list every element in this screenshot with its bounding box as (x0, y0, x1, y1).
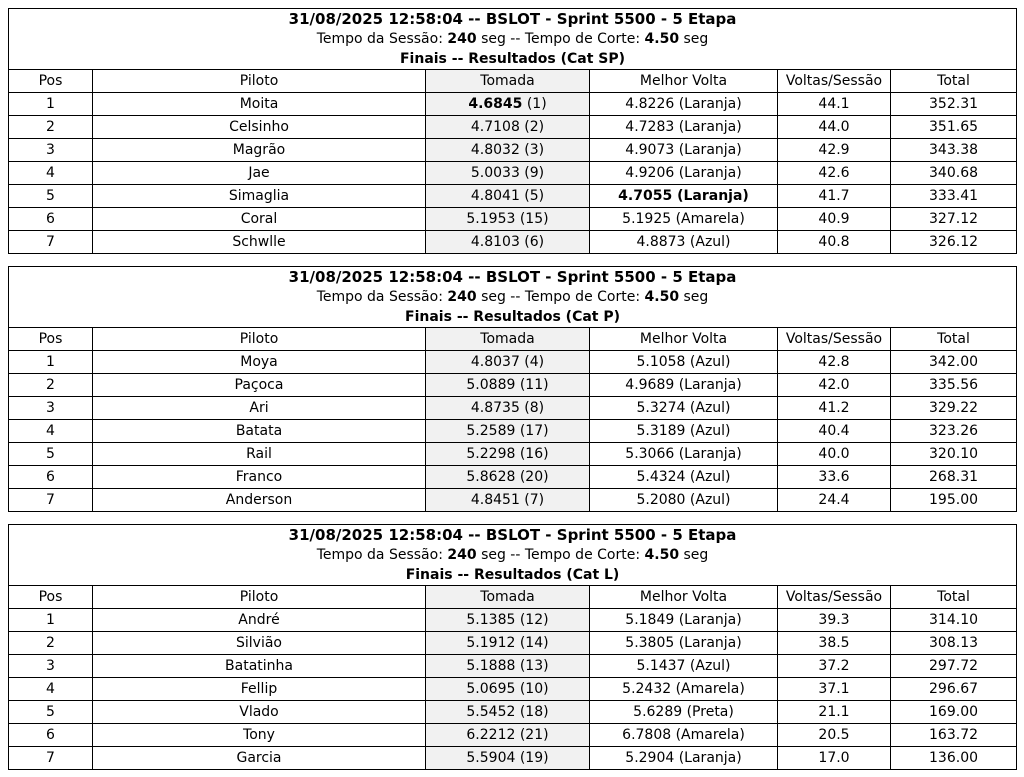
pos-cell: 6 (9, 724, 93, 747)
col-total: Total (891, 70, 1017, 93)
melhor-volta-cell: 4.8226 (Laranja) (590, 93, 778, 116)
melhor-volta-cell: 4.9206 (Laranja) (590, 162, 778, 185)
total-cell: 268.31 (891, 466, 1017, 489)
melhor-volta-cell: 5.2432 (Amarela) (590, 678, 778, 701)
pos-cell: 3 (9, 655, 93, 678)
tomada-cell: 4.8032 (3) (426, 139, 590, 162)
melhor-volta-cell: 4.7055 (Laranja) (590, 185, 778, 208)
voltas-cell: 38.5 (778, 632, 891, 655)
piloto-cell: Coral (93, 208, 426, 231)
voltas-cell: 41.2 (778, 397, 891, 420)
melhor-volta-cell: 5.3189 (Azul) (590, 420, 778, 443)
col-total: Total (891, 586, 1017, 609)
table-row (9, 443, 1017, 466)
tomada-cell: 5.1385 (12) (426, 609, 590, 632)
piloto-cell: Jae (93, 162, 426, 185)
tomada-cell: 5.2589 (17) (426, 420, 590, 443)
pos-cell: 2 (9, 116, 93, 139)
total-cell: 343.38 (891, 139, 1017, 162)
voltas-cell: 44.1 (778, 93, 891, 116)
tomada-cell: 4.8041 (5) (426, 185, 590, 208)
total-cell: 320.10 (891, 443, 1017, 466)
total-cell: 326.12 (891, 231, 1017, 254)
pos-cell: 4 (9, 678, 93, 701)
column-headers (9, 70, 1017, 93)
pos-cell: 3 (9, 397, 93, 420)
total-cell: 169.00 (891, 701, 1017, 724)
total-cell: 136.00 (891, 747, 1017, 770)
total-cell: 308.13 (891, 632, 1017, 655)
pos-cell: 1 (9, 93, 93, 116)
pos-cell: 1 (9, 351, 93, 374)
race-title: 31/08/2025 12:58:04 -- BSLOT - Sprint 5500 - 5 Etapa (288, 526, 737, 544)
col-piloto: Piloto (93, 586, 426, 609)
pos-cell: 2 (9, 632, 93, 655)
voltas-cell: 42.6 (778, 162, 891, 185)
voltas-cell: 24.4 (778, 489, 891, 512)
voltas-cell: 37.2 (778, 655, 891, 678)
col-pos: Pos (9, 70, 93, 93)
total-cell: 327.12 (891, 208, 1017, 231)
voltas-cell: 41.7 (778, 185, 891, 208)
piloto-cell: Rail (93, 443, 426, 466)
melhor-volta-cell: 5.6289 (Preta) (590, 701, 778, 724)
tomada-cell: 5.0889 (11) (426, 374, 590, 397)
total-cell: 297.72 (891, 655, 1017, 678)
piloto-cell: Magrão (93, 139, 426, 162)
pos-cell: 2 (9, 374, 93, 397)
piloto-cell: Ari (93, 397, 426, 420)
race-title: 31/08/2025 12:58:04 -- BSLOT - Sprint 5500 - 5 Etapa (288, 10, 737, 28)
pos-cell: 5 (9, 443, 93, 466)
piloto-cell: Simaglia (93, 185, 426, 208)
pos-cell: 7 (9, 231, 93, 254)
piloto-cell: Paçoca (93, 374, 426, 397)
piloto-cell: Silvião (93, 632, 426, 655)
table-row (9, 116, 1017, 139)
table-row (9, 185, 1017, 208)
col-piloto: Piloto (93, 328, 426, 351)
melhor-volta-cell: 5.4324 (Azul) (590, 466, 778, 489)
race-title: 31/08/2025 12:58:04 -- BSLOT - Sprint 5500 - 5 Etapa (288, 268, 737, 286)
piloto-cell: Celsinho (93, 116, 426, 139)
melhor-volta-cell: 6.7808 (Amarela) (590, 724, 778, 747)
piloto-cell: Batata (93, 420, 426, 443)
total-cell: 342.00 (891, 351, 1017, 374)
col-melhor-volta: Melhor Volta (590, 70, 778, 93)
tomada-cell: 5.1912 (14) (426, 632, 590, 655)
melhor-volta-cell: 4.7283 (Laranja) (590, 116, 778, 139)
col-voltas-sessao: Voltas/Sessão (778, 586, 891, 609)
piloto-cell: Franco (93, 466, 426, 489)
tomada-cell: 5.5452 (18) (426, 701, 590, 724)
total-cell: 351.65 (891, 116, 1017, 139)
col-voltas-sessao: Voltas/Sessão (778, 328, 891, 351)
melhor-volta-cell: 5.1058 (Azul) (590, 351, 778, 374)
total-cell: 195.00 (891, 489, 1017, 512)
column-headers (9, 586, 1017, 609)
table-header (9, 9, 1017, 70)
table-header (9, 525, 1017, 586)
col-voltas-sessao: Voltas/Sessão (778, 70, 891, 93)
piloto-cell: Moya (93, 351, 426, 374)
col-tomada: Tomada (426, 586, 590, 609)
melhor-volta-cell: 5.1925 (Amarela) (590, 208, 778, 231)
tomada-cell: 4.8103 (6) (426, 231, 590, 254)
pos-cell: 4 (9, 162, 93, 185)
piloto-cell: André (93, 609, 426, 632)
voltas-cell: 40.4 (778, 420, 891, 443)
voltas-cell: 37.1 (778, 678, 891, 701)
melhor-volta-cell: 5.2904 (Laranja) (590, 747, 778, 770)
voltas-cell: 39.3 (778, 609, 891, 632)
tomada-cell: 6.2212 (21) (426, 724, 590, 747)
tomada-cell: 4.7108 (2) (426, 116, 590, 139)
session-info: Tempo da Sessão: 240 seg -- Tempo de Corte: 4.50 seg (316, 31, 709, 47)
melhor-volta-cell: 5.1437 (Azul) (590, 655, 778, 678)
melhor-volta-cell: 4.8873 (Azul) (590, 231, 778, 254)
table-row (9, 162, 1017, 185)
piloto-cell: Schwlle (93, 231, 426, 254)
voltas-cell: 44.0 (778, 116, 891, 139)
session-info: Tempo da Sessão: 240 seg -- Tempo de Corte: 4.50 seg (316, 547, 709, 563)
melhor-volta-cell: 5.2080 (Azul) (590, 489, 778, 512)
tomada-cell: 5.0695 (10) (426, 678, 590, 701)
table-row (9, 747, 1017, 770)
column-headers (9, 328, 1017, 351)
melhor-volta-cell: 5.3274 (Azul) (590, 397, 778, 420)
results-table-cat-sp (8, 8, 1017, 254)
table-row (9, 374, 1017, 397)
total-cell: 333.41 (891, 185, 1017, 208)
table-row (9, 93, 1017, 116)
table-row (9, 489, 1017, 512)
total-cell: 323.26 (891, 420, 1017, 443)
voltas-cell: 40.0 (778, 443, 891, 466)
voltas-cell: 40.9 (778, 208, 891, 231)
piloto-cell: Tony (93, 724, 426, 747)
col-melhor-volta: Melhor Volta (590, 586, 778, 609)
table-header (9, 267, 1017, 328)
voltas-cell: 40.8 (778, 231, 891, 254)
piloto-cell: Fellip (93, 678, 426, 701)
pos-cell: 7 (9, 747, 93, 770)
total-cell: 163.72 (891, 724, 1017, 747)
table-row (9, 139, 1017, 162)
piloto-cell: Moita (93, 93, 426, 116)
table-row (9, 701, 1017, 724)
table-row (9, 351, 1017, 374)
tomada-cell: 5.8628 (20) (426, 466, 590, 489)
voltas-cell: 33.6 (778, 466, 891, 489)
pos-cell: 3 (9, 139, 93, 162)
col-tomada: Tomada (426, 328, 590, 351)
piloto-cell: Vlado (93, 701, 426, 724)
total-cell: 329.22 (891, 397, 1017, 420)
tomada-cell: 5.5904 (19) (426, 747, 590, 770)
piloto-cell: Batatinha (93, 655, 426, 678)
melhor-volta-cell: 5.1849 (Laranja) (590, 609, 778, 632)
col-melhor-volta: Melhor Volta (590, 328, 778, 351)
table-row (9, 466, 1017, 489)
results-subtitle: Finais -- Resultados (Cat L) (405, 567, 620, 583)
voltas-cell: 42.0 (778, 374, 891, 397)
results-subtitle: Finais -- Resultados (Cat P) (405, 309, 621, 325)
voltas-cell: 21.1 (778, 701, 891, 724)
tomada-cell: 4.8735 (8) (426, 397, 590, 420)
pos-cell: 4 (9, 420, 93, 443)
pos-cell: 6 (9, 466, 93, 489)
piloto-cell: Anderson (93, 489, 426, 512)
pos-cell: 5 (9, 701, 93, 724)
pos-cell: 6 (9, 208, 93, 231)
total-cell: 314.10 (891, 609, 1017, 632)
voltas-cell: 17.0 (778, 747, 891, 770)
results-table-cat-p (8, 266, 1017, 512)
results-subtitle: Finais -- Resultados (Cat SP) (399, 51, 626, 67)
total-cell: 296.67 (891, 678, 1017, 701)
voltas-cell: 20.5 (778, 724, 891, 747)
table-row (9, 208, 1017, 231)
tomada-cell: 5.1953 (15) (426, 208, 590, 231)
session-info: Tempo da Sessão: 240 seg -- Tempo de Corte: 4.50 seg (316, 289, 709, 305)
voltas-cell: 42.9 (778, 139, 891, 162)
melhor-volta-cell: 4.9073 (Laranja) (590, 139, 778, 162)
melhor-volta-cell: 5.3066 (Laranja) (590, 443, 778, 466)
table-row (9, 231, 1017, 254)
table-row (9, 724, 1017, 747)
total-cell: 340.68 (891, 162, 1017, 185)
tomada-cell: 5.1888 (13) (426, 655, 590, 678)
table-row (9, 655, 1017, 678)
col-total: Total (891, 328, 1017, 351)
tomada-cell: 5.2298 (16) (426, 443, 590, 466)
pos-cell: 5 (9, 185, 93, 208)
results-table-cat-l (8, 524, 1017, 770)
col-tomada: Tomada (426, 70, 590, 93)
total-cell: 335.56 (891, 374, 1017, 397)
tomada-cell: 5.0033 (9) (426, 162, 590, 185)
table-row (9, 609, 1017, 632)
piloto-cell: Garcia (93, 747, 426, 770)
total-cell: 352.31 (891, 93, 1017, 116)
col-piloto: Piloto (93, 70, 426, 93)
col-pos: Pos (9, 328, 93, 351)
table-row (9, 632, 1017, 655)
pos-cell: 7 (9, 489, 93, 512)
table-row (9, 420, 1017, 443)
table-row (9, 397, 1017, 420)
pos-cell: 1 (9, 609, 93, 632)
voltas-cell: 42.8 (778, 351, 891, 374)
tomada-cell: 4.8451 (7) (426, 489, 590, 512)
melhor-volta-cell: 5.3805 (Laranja) (590, 632, 778, 655)
tomada-cell: 4.6845 (1) (426, 93, 590, 116)
table-row (9, 678, 1017, 701)
tomada-cell: 4.8037 (4) (426, 351, 590, 374)
melhor-volta-cell: 4.9689 (Laranja) (590, 374, 778, 397)
col-pos: Pos (9, 586, 93, 609)
